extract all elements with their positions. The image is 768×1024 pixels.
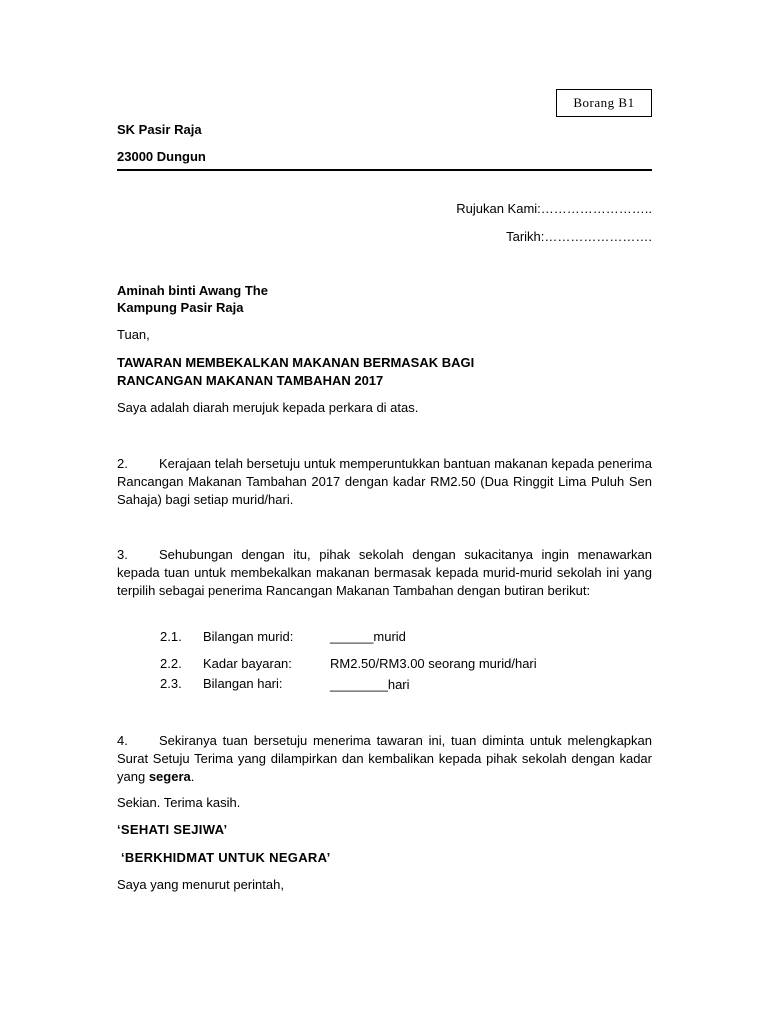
recipient-address: Kampung Pasir Raja bbox=[117, 300, 244, 315]
paragraph-2 bbox=[117, 455, 652, 509]
detail-value: ______murid bbox=[330, 629, 406, 644]
sender-address: 23000 Dungun bbox=[117, 149, 206, 164]
paragraph-4 bbox=[117, 732, 652, 786]
detail-number: 2.3. bbox=[160, 676, 182, 691]
motto-1: ‘SEHATI SEJIWA’ bbox=[117, 822, 228, 837]
paragraph-number: 4. bbox=[117, 733, 128, 748]
salutation: Tuan, bbox=[117, 327, 150, 342]
closing-thanks: Sekian. Terima kasih. bbox=[117, 795, 241, 810]
paragraph-text: Kerajaan telah bersetuju untuk memperuntukkan bantuan makanan kepada penerima Rancangan Makanan Tambahan 2017 dengan kadar RM2.50 (Dua Ringgit Lima Puluh Sen Sahaja) bagi setiap murid/hari. bbox=[117, 456, 652, 507]
our-reference: Rujukan Kami:…………………….. bbox=[456, 201, 652, 216]
header-divider bbox=[117, 169, 652, 171]
detail-value: ________hari bbox=[330, 677, 410, 692]
motto-2: ‘BERKHIDMAT UNTUK NEGARA’ bbox=[121, 850, 331, 865]
form-code-box: Borang B1 bbox=[556, 89, 652, 117]
subject-line-2: RANCANGAN MAKANAN TAMBAHAN 2017 bbox=[117, 373, 384, 388]
paragraph-number: 2. bbox=[117, 456, 128, 471]
paragraph-3 bbox=[117, 546, 652, 600]
detail-number: 2.1. bbox=[160, 629, 182, 644]
subject-line-1: TAWARAN MEMBEKALKAN MAKANAN BERMASAK BAGI bbox=[117, 355, 475, 370]
detail-number: 2.2. bbox=[160, 656, 182, 671]
detail-label: Kadar bayaran: bbox=[203, 656, 292, 671]
detail-value: RM2.50/RM3.00 seorang murid/hari bbox=[330, 656, 537, 671]
emphasis-word: segera bbox=[148, 769, 191, 784]
recipient-name: Aminah binti Awang The bbox=[117, 283, 268, 298]
intro-paragraph: Saya adalah diarah merujuk kepada perkara di atas. bbox=[117, 400, 419, 415]
paragraph-end: . bbox=[190, 769, 195, 784]
sign-off: Saya yang menurut perintah, bbox=[117, 877, 284, 892]
paragraph-text: Sehubungan dengan itu, pihak sekolah dengan sukacitanya ingin menawarkan kepada tuan untuk membekalkan makanan bermasak kepada murid-murid sekolah ini yang terpilih sebagai penerima Rancangan Makanan Tambahan dengan butiran berikut: bbox=[117, 547, 652, 598]
detail-label: Bilangan murid: bbox=[203, 629, 294, 644]
paragraph-number: 3. bbox=[117, 547, 128, 562]
sender-school: SK Pasir Raja bbox=[117, 122, 202, 137]
detail-label: Bilangan hari: bbox=[203, 676, 283, 691]
paragraph-text: Sekiranya tuan bersetuju menerima tawaran ini, tuan diminta untuk melengkapkan Surat Setuju Terima yang dilampirkan dan kembalikan kepada pihak sekolah dengan kadar yang bbox=[117, 733, 652, 784]
letter-date: Tarikh:……………………. bbox=[506, 229, 652, 244]
